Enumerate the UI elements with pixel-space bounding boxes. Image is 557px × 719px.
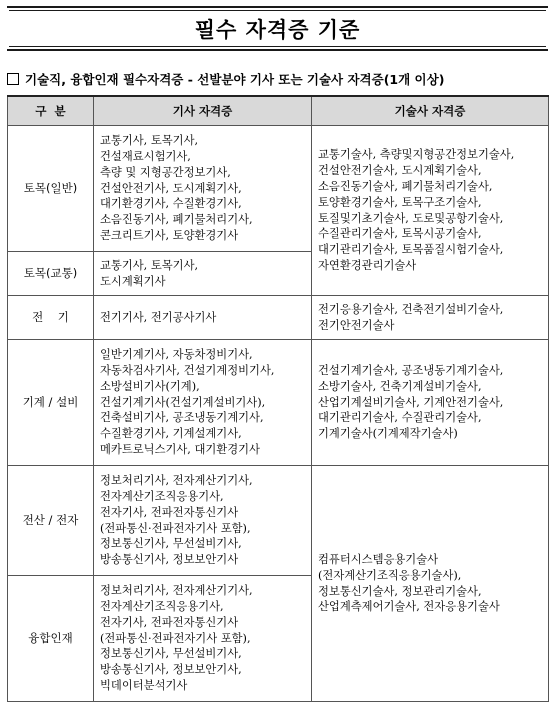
cell-line: 교통기술사, 측량및지형공간정보기술사, [318, 148, 515, 162]
cell-line: 전기안전기술사 [318, 318, 395, 332]
gisulsa-cell [312, 126, 549, 296]
cell-line: 대기관리기술사, 토목품질시험기술사, [318, 243, 504, 257]
cell-line: (전파통신·전파전자기사 포함), [100, 521, 251, 535]
gisa-cell [94, 296, 312, 340]
cell-line: 토질및기초기술사, 도로및공항기술사, [318, 211, 504, 225]
cell-line: (전자계산기조직응용기술사), [318, 568, 462, 582]
cell-line: 자연환경관리기술사 [318, 258, 417, 272]
cell-line: 측량 및 지형공간정보기사, [100, 165, 231, 179]
category-cell: 전 기 [8, 296, 94, 340]
cell-line: 도시계획기사 [100, 274, 166, 288]
cell-line: 대기환경기사, 수질환경기사, [100, 197, 242, 211]
cell-line: 건설기계기술사, 공조냉동기계기술사, [318, 364, 504, 377]
cell-line: 방송통신기사, 정보보안기사, [100, 663, 242, 677]
cell-line: 정보처리기사, 전자계산기기사, [100, 584, 253, 598]
cell-line: 교통기사, 토목기사, [100, 258, 199, 272]
cell-line: 토양환경기술사, 토목구조기술사, [318, 195, 482, 209]
cell-line: 소음진동기사, 폐기물처리기사, [100, 213, 253, 227]
cell-line: 정보통신기사, 무선설비기사, [100, 537, 242, 551]
cell-line: 소음진동기술사, 폐기물처리기술사, [318, 179, 493, 193]
table-row [8, 296, 549, 340]
category-cell: 전산 / 전자 [8, 466, 94, 576]
cell-line: (전파통신·전파전자기사 포함), [100, 631, 251, 645]
cell-line: 전기응용기술사, 건축전기설비기술사, [318, 302, 504, 316]
cell-line: 건설안전기사, 도시계획기사, [100, 181, 242, 195]
cell-line: 건축설비기사, 공조냉동기계기사, [100, 411, 264, 425]
table-row [8, 340, 549, 466]
cell-line: 기계기술사(기계제작기술사) [318, 427, 458, 441]
gisa-cell [94, 576, 312, 702]
cell-line: 빅데이터분석기사 [100, 678, 188, 692]
page-title: 필수 자격증 기준 [194, 17, 361, 42]
cell-line: 컴퓨터시스템응용기술사 [318, 552, 439, 566]
cell-line: 대기관리기술사, 수질관리기술사, [318, 411, 482, 425]
cell-line: 전자기사, 전파전자통신기사 [100, 615, 239, 629]
gisulsa-cell [312, 340, 549, 466]
gisulsa-cell [312, 296, 549, 340]
cell-line: 전자계산기조직응용기사, [100, 489, 224, 503]
cell-line: 정보처리기사, 전자계산기기사, [100, 474, 253, 488]
cell-line: 수질환경기사, 기계설계기사, [100, 427, 242, 441]
cell-line: 교통기사, 토목기사, [100, 134, 199, 148]
gisa-cell [94, 340, 312, 466]
cell-line: 전자계산기조직응용기사, [100, 600, 224, 613]
cell-line: 산업기계설비기술사, 기계안전기술사, [318, 395, 504, 409]
category-cell: 토목(일반) [8, 126, 94, 252]
cell-line: 건설재료시험기사, [100, 150, 191, 163]
table-row [8, 126, 549, 252]
cell-line: 정보통신기술사, 정보관리기술사, [318, 584, 482, 598]
certification-table [7, 95, 549, 702]
cell-line: 메카트로닉스기사, 대기환경기사 [100, 442, 260, 456]
cell-line: 정보통신기사, 무선설비기사, [100, 647, 242, 661]
gisa-cell [94, 126, 312, 252]
table-header-row [8, 96, 549, 126]
table-row [8, 466, 549, 576]
header-gisulsa: 기술사 자격증 [312, 96, 549, 126]
category-cell: 융합인재 [8, 576, 94, 702]
cell-line: 방송통신기사, 정보보안기사 [100, 553, 239, 567]
cell-line: 전자기사, 전파전자통신기사 [100, 505, 239, 519]
cell-line: 수질관리기술사, 토목시공기술사, [318, 227, 482, 241]
header-gisa: 기사 자격증 [94, 96, 312, 126]
checkbox-square-icon [7, 73, 19, 85]
section-heading [7, 70, 444, 88]
cell-line: 건설기계기사(건설기계설비기사), [100, 395, 266, 409]
gisa-cell [94, 252, 312, 296]
cell-line: 콘크리트기사, 토양환경기사 [100, 228, 239, 242]
cell-line: 일반기계기사, 자동차정비기사, [100, 348, 253, 362]
cell-line: 산업계측제어기술사, 전자응용기술사 [318, 600, 500, 614]
category-cell: 토목(교통) [8, 252, 94, 296]
gisulsa-cell [312, 466, 549, 702]
cell-line: 소방설비기사(기계), [100, 379, 200, 393]
section-heading-text: 기술직, 융합인재 필수자격증 - 선발분야 기사 또는 기술사 자격증(1개 이상) [25, 72, 445, 87]
cell-line: 건설안전기술사, 도시계획기술사, [318, 164, 482, 178]
cell-line: 전기기사, 전기공사기사 [100, 310, 217, 324]
header-category: 구 분 [8, 96, 94, 126]
title-banner [7, 6, 548, 51]
cell-line: 소방기술사, 건축기계설비기술사, [318, 379, 482, 393]
category-cell: 기계 / 설비 [8, 340, 94, 466]
cell-line: 자동차검사기사, 건설기계정비기사, [100, 364, 275, 377]
gisa-cell [94, 466, 312, 576]
